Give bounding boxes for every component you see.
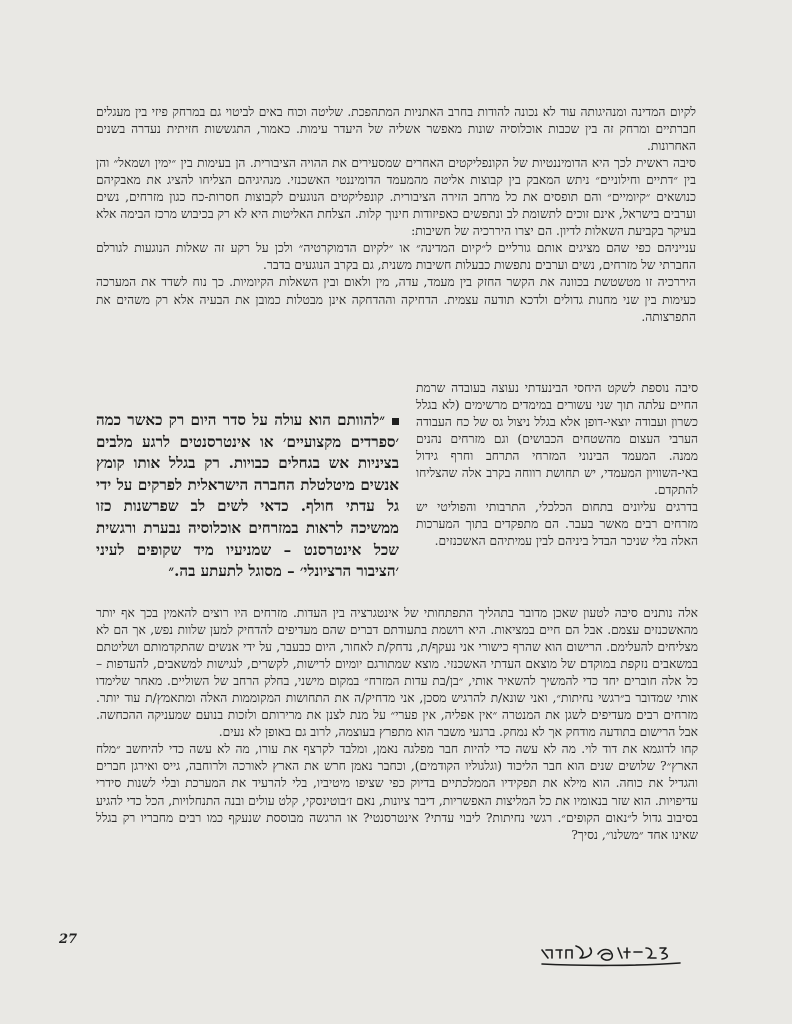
body-paragraph: אלה נותנים סיבה לטעון שאכן מדובר בתהליך התפתחותי של אינטגרציה בין העדות. מזרחים היו רוצים להאמין בכך אף יותר מהאשכנזים עצמם. אבל הם חיים במציאות. היא רושמת בתעודתם דברים שהם מעדיפים להדחיק למען שלוות נפש, אך הם לא מצליחים להעלימם. הרישום הוא שהרף כישורי אני נעקף/ת, נדחק/ת לאחור, היום כבעבר, על ידי אנשים שהתקדמותם ושליטתם במשאבים נזקפת במוקדם של מוצאם העדתי האשכנזי. מוצא שמתורגם יומיום לרישות, לקשרים, לנגישות למשאבים, להעדפות – כל אלה חוברים יחד כדי להמשיך להשאיר אותי, ״בן/בת עדות המזרח״ במקום מישני, בחלק הרחב של השוליים. מאחר שלימדו אותי שמדובר ב״רגשי נחיתות״, ואני שונא/ת להרגיש מסכן, אני מדחיק/ה את התחושות המקוממות האלה ומתאמץ/ת עוד יותר. מזרחים רבים מעדיפים לשגן את המנטרה ״אין אפליה, אין פערי״ על מנת לצנן את מרירותם ולזכות בנועם שמעניקה ההכחשה. אבל הרישום בתודעה מודחק אך לא נמחק. ברגעי משבר הוא מתפרץ בעוצמה, לרוב גם באופן לא נעים.: [96, 606, 698, 740]
page-number: 27: [59, 932, 78, 947]
body-paragraph: היררכיה זו מטשטשת בכוונה את הקשר החזק בין מעמד, עדה, מין ולאום ובין השאלות הקיומיות. כך נוח לשדד את המערכה כעימות בין שני מחנות גדולים ולדכא תודעה עצמית. הדחיקה וההדחקה אינן מבטלות כמובן את הבעיה אלא רק משהים את התפרצותה.: [96, 275, 696, 324]
body-paragraph: סיבה ראשית לכך היא הדומיננטיות של הקונפליקטים האחרים שמסעירים את ההויה הציבורית. הן בעימות בין ״ימין ושמאל״ והן בין ״דתיים וחילוניים״ ניתש המאבק בין קבוצות אליטה מהמעמד הדומיננטי האשכנזי. מנהיגיהם הצליחו להציג את מאבקיהם כנושאים ״קיומיים״ והם תופסים את כל מרחב הזירה הציבורית. קונפליקטים הנוגעים לקבוצות חסרות-כח כגון מזרחים, נשים וערבים בישראל, אינם זוכים לתשומת לב ונתפשים כאפיזודות חינוך קלות. הצלחת האליטות היא לא רק בכיבוש מרכז הבימה אלא בעיקר בקביעת השאלות לדיון. הם יצרו היררכיה של חשיבות:: [96, 156, 696, 239]
bottom-text-block: [96, 605, 698, 844]
right-column-text: [416, 380, 698, 550]
body-paragraph: סיבה נוספת לשקט היחסי הבינעדתי נעוצה בעובדה שרמת החיים עלתה תוך שני עשורים במימדים מרשימים (לא בגלל כשרון ועבודה יוצאי-דופן אלא בגלל ניצול גס של כח העבודה הערבי העצום מהשטחים הכבושים) וגם מזרחים נהנים ממנה. המעמד הבינוני המזרחי התרחב וחרף גידול באי-השוויון המעמדי, יש תחושת רווחה בקרב אלה שהצליחו להתקדם.: [416, 381, 698, 498]
handwritten-footer-signature: [540, 940, 690, 970]
body-paragraph: ענייניהם כפי שהם מציגים אותם גורליים ל״קיום המדינה״ או ״לקיום הדמוקרטיה״ ולכן על רקע זה שאלות הנוגעות לגורלם החברתי של מזרחים, נשים וערבים נתפשות כבעלות חשיבות משנית, גם בקרב הנוגעים בדבר.: [96, 241, 696, 273]
signature-scribble-icon: [540, 940, 690, 970]
top-text-block: [96, 104, 696, 326]
pull-quote: [96, 410, 399, 583]
bullet-square-icon: [392, 418, 399, 425]
body-paragraph: קחו לדוגמא את דוד לוי. מה לא עשה כדי להיות חבר מפלגה נאמן, ומלבד לקרצף את עורו, מה לא עשה כדי להיחשב ״מלח הארץ״? שלושים שנים הוא חבר הליכוד (וגלגוליו הקודמים), וכחבר נאמן חרש את הארץ לאורכה ולרוחבה, גייס ואירגן חברים והגדיל את כוחה. הוא מילא את תפקידיו הממלכתיים בדיוק כפי שציפו מיטיביו, בלי להרעיד את המערכת ובלי לשנות סידרי עדיפויות. הוא שזר בנאומיו את כל המליצות האפשריות, דיבר ציונות, נאם ז׳בוטינסקי, קלט עולים ובנה התנחלויות, הכל כדי להגיע בסיבוב גדול ל״נאום הקופים״. רגשי נחיתות? ליבוי עדתי? אינטרסנטי? או הרגשה מבוססת שנעקף כמו רבים מחבריו רק בגלל שאינו אחד ״משלנו״, נסיך?: [96, 742, 698, 842]
body-paragraph: בדרגים עליונים בתחום הכלכלי, התרבותי והפוליטי יש מזרחים רבים מאשר בעבר. הם מתפקדים בתוך המערכות האלה בלי שניכר הבדל ביניהם לבין עמיתיהם האשכנזים.: [416, 500, 698, 549]
pull-quote-text: ״להוותם הוא עולה על סדר היום רק כאשר כמה ׳ספרדים מקצועיים׳ או אינטרסנטים לרגע מלבים בציניות אש בגחלים כבויות. רק בגלל אותו קומץ אנשים מיטלטלת החברה הישראלית לפרקים על ידי גל עדתי חולף. כדאי לשים לב שפרשנות כזו ממשיכה לראות במזרחים אוכלוסיה נבערת ורגשית שכל אינטרסנט – שמניעיו מיד שקופים לעיני ׳הציבור הרציונלי׳ – מסוגל לתעתע בה.״: [96, 411, 399, 581]
body-paragraph: לקיום המדינה ומנהיגותה עוד לא נכונה להודות בחרב האתניות המתהפכת. שליטה וכוח באים לביטוי גם במרחק פיזי בין מעגלים חברתיים ומרחק זה בין שכבות אוכלוסיה שונות מאפשר אשליה של היעדר עימות. כאמור, התגששות חזיתית נעדרה בשנים האחרונות.: [96, 105, 696, 154]
